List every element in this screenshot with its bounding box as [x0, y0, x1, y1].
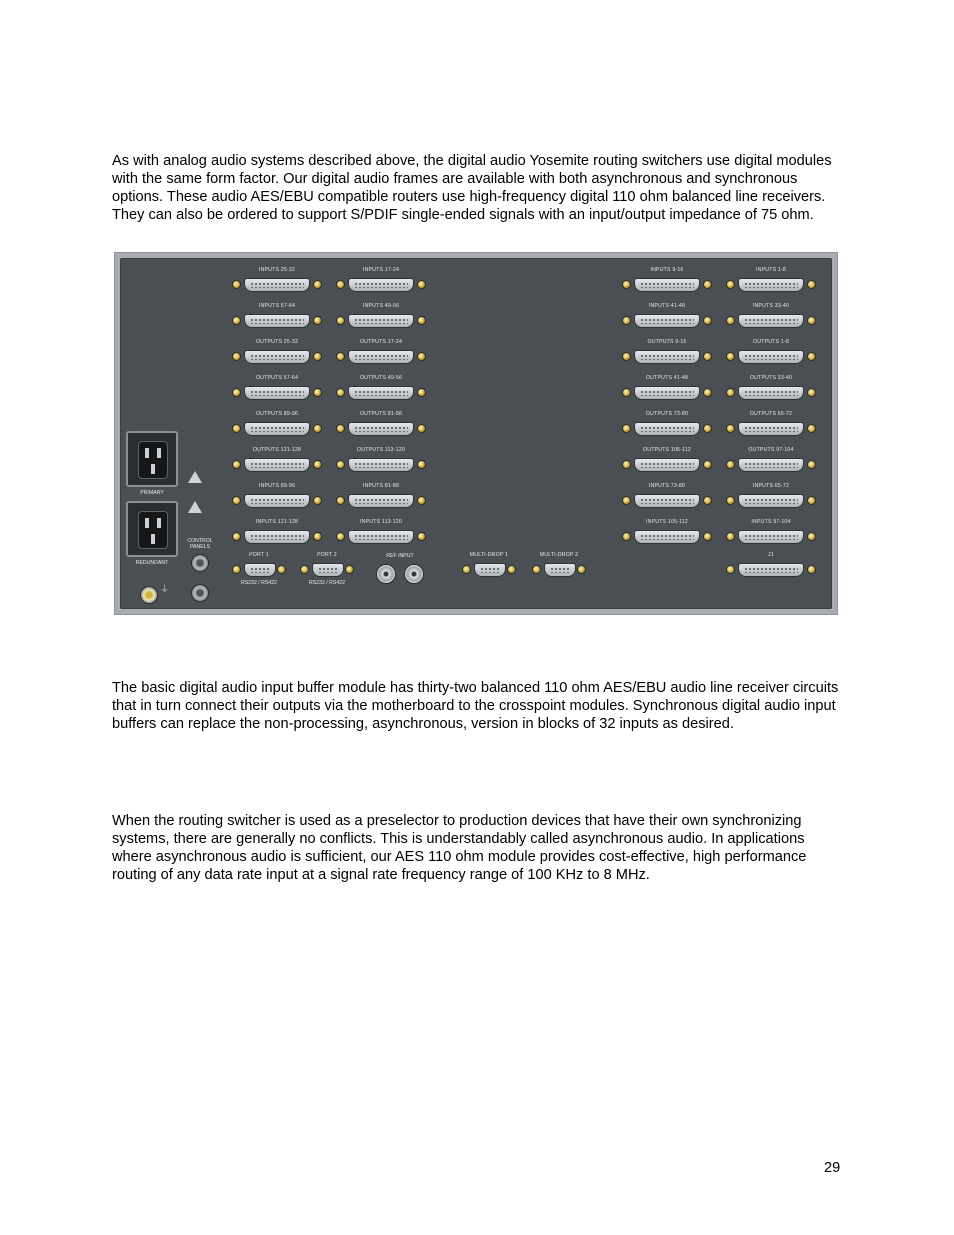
ground-terminal: [140, 586, 158, 604]
screw-icon: [622, 424, 631, 433]
connector-pins: [244, 386, 310, 400]
screw-icon: [726, 388, 735, 397]
ref-input-bnc-2: [404, 564, 424, 584]
control-panel-port: [191, 554, 209, 572]
port-2-sublabel: RS232 / RS422: [308, 580, 346, 586]
connector-label: INPUTS 25-32: [258, 267, 296, 273]
connector-label: INPUTS 81-88: [362, 483, 400, 489]
router-rear-panel-photo: [114, 252, 838, 615]
screw-icon: [703, 388, 712, 397]
screw-icon: [232, 352, 241, 361]
connector-pins: [738, 350, 804, 364]
connector-pins: [738, 530, 804, 544]
screw-icon: [726, 280, 735, 289]
screw-icon: [703, 532, 712, 541]
db25-connector: [726, 339, 816, 369]
screw-icon: [417, 424, 426, 433]
port-1-connector: PORT 1: [232, 552, 286, 582]
connector-pins: [348, 350, 414, 364]
screw-icon: [726, 316, 735, 325]
connector-label: INPUTS 17-24: [362, 267, 400, 273]
ground-icon: ⏚: [160, 584, 170, 594]
screw-icon: [417, 280, 426, 289]
screw-icon: [622, 496, 631, 505]
j1-connector: J1: [726, 552, 816, 582]
primary-label: PRIMARY: [140, 490, 164, 496]
connector-pins: [348, 422, 414, 436]
connector-pins: [634, 278, 700, 292]
rear-panel-plate: [120, 258, 832, 609]
connector-label: INPUTS 33-40: [752, 303, 790, 309]
connector-pins: [244, 530, 310, 544]
db25-connector: [726, 483, 816, 513]
connector-pins: [634, 530, 700, 544]
db25-connector: [336, 411, 426, 441]
db25-connector: [232, 303, 322, 333]
screw-icon: [703, 280, 712, 289]
db25-connector: [232, 267, 322, 297]
screw-icon: [703, 316, 712, 325]
db25-connector: [622, 447, 712, 477]
multi-drop-2-connector: MULTI-DROP 2: [532, 552, 586, 582]
screw-icon: [807, 496, 816, 505]
screw-icon: [807, 424, 816, 433]
connector-label: INPUTS 121-128: [255, 519, 299, 525]
db25-connector: [336, 447, 426, 477]
screw-icon: [313, 316, 322, 325]
connector-pins: [634, 422, 700, 436]
screw-icon: [417, 388, 426, 397]
db25-connector: [726, 411, 816, 441]
screw-icon: [807, 316, 816, 325]
connector-label: OUTPUTS 121-128: [252, 447, 302, 453]
screw-icon: [622, 352, 631, 361]
connector-label: INPUTS 113-120: [360, 519, 402, 525]
screw-icon: [336, 388, 345, 397]
connector-label: OUTPUTS 9-16: [647, 339, 687, 345]
connector-pins: [634, 314, 700, 328]
screw-icon: [622, 460, 631, 469]
db25-connector: [726, 267, 816, 297]
db25-connector: [726, 375, 816, 405]
screw-icon: [232, 424, 241, 433]
connector-label: OUTPUTS 97-104: [748, 447, 794, 453]
screw-icon: [417, 460, 426, 469]
screw-icon: [417, 316, 426, 325]
db25-connector: [336, 267, 426, 297]
connector-pins: [348, 386, 414, 400]
connector-pins: [634, 494, 700, 508]
connector-pins: [244, 350, 310, 364]
connector-label: OUTPUTS 17-24: [359, 339, 403, 345]
connector-pins: [738, 422, 804, 436]
screw-icon: [417, 532, 426, 541]
paragraph-asynchronous-audio: When the routing switcher is used as a preselector to production devices that have their own synchronizing systems, there are generally no conflicts. This is understandably called asynchronous audio. In applications where asynchronous audio is sufficient, our AES 110 ohm module provides cost-effective, high performance routing of any data rate input at a signal rate frequency range of 100 KHz to 8 MHz.: [112, 813, 807, 883]
screw-icon: [726, 460, 735, 469]
screw-icon: [313, 460, 322, 469]
screw-icon: [313, 424, 322, 433]
connector-pins: [244, 422, 310, 436]
screw-icon: [313, 532, 322, 541]
warning-icon: [188, 501, 202, 513]
ref-input-bnc-1: [376, 564, 396, 584]
warning-icon: [188, 471, 202, 483]
primary-power-inlet: [126, 431, 178, 487]
db25-connector: [232, 447, 322, 477]
paragraph-input-buffer-module: The basic digital audio input buffer module has thirty-two balanced 110 ohm AES/EBU audio line receiver circuits that in turn connect their outputs via the motherboard to the crosspoint modules. Synchronous digital audio input buffers can replace the non-processing, asynchronous, version in blocks of 32 inputs as desired.: [112, 680, 839, 732]
connector-label: OUTPUTS 73-80: [645, 411, 689, 417]
connector-label: INPUTS 97-104: [751, 519, 791, 525]
db25-connector: [726, 519, 816, 549]
screw-icon: [703, 352, 712, 361]
connector-pins: [634, 350, 700, 364]
connector-label: INPUTS 1-8: [756, 267, 786, 273]
multi-drop-1-connector: MULTI-DROP 1: [462, 552, 516, 582]
screw-icon: [336, 316, 345, 325]
connector-pins: [348, 494, 414, 508]
connector-label: OUTPUTS 1-8: [753, 339, 789, 345]
port-2-connector: PORT 2: [300, 552, 354, 582]
connector-label: OUTPUTS 113-120: [357, 447, 405, 453]
screw-icon: [703, 460, 712, 469]
db25-connector: [336, 303, 426, 333]
connector-pins: [348, 278, 414, 292]
connector-label: INPUTS 9-16: [650, 267, 684, 273]
db25-connector: [336, 339, 426, 369]
connector-label: INPUTS 65-72: [752, 483, 790, 489]
redundant-label: REDUNDANT: [135, 560, 169, 566]
screw-icon: [726, 352, 735, 361]
screw-icon: [232, 388, 241, 397]
connector-label: OUTPUTS 25-32: [255, 339, 299, 345]
screw-icon: [232, 316, 241, 325]
screw-icon: [807, 280, 816, 289]
db25-connector: [232, 375, 322, 405]
screw-icon: [622, 316, 631, 325]
connector-label: OUTPUTS 81-88: [359, 411, 403, 417]
connector-pins: [348, 458, 414, 472]
connector-pins: [738, 494, 804, 508]
screw-icon: [703, 424, 712, 433]
db25-connector: [232, 339, 322, 369]
screw-icon: [622, 388, 631, 397]
connector-pins: [738, 314, 804, 328]
db25-connector: [232, 519, 322, 549]
connector-label: INPUTS 73-80: [648, 483, 686, 489]
db25-connector: [336, 483, 426, 513]
screw-icon: [313, 388, 322, 397]
connector-label: INPUTS 41-48: [648, 303, 686, 309]
connector-label: OUTPUTS 89-96: [255, 411, 299, 417]
screw-icon: [807, 532, 816, 541]
screw-icon: [726, 532, 735, 541]
db25-connector: [726, 303, 816, 333]
connector-label: OUTPUTS 49-56: [359, 375, 403, 381]
ref-input-label: REF INPUT: [386, 553, 414, 559]
connector-label: INPUTS 57-64: [258, 303, 296, 309]
connector-pins: [634, 386, 700, 400]
connector-pins: [348, 314, 414, 328]
screw-icon: [336, 352, 345, 361]
screw-icon: [726, 496, 735, 505]
connector-label: OUTPUTS 33-40: [749, 375, 793, 381]
connector-pins: [244, 458, 310, 472]
connector-pins: [244, 278, 310, 292]
db25-connector: [622, 519, 712, 549]
connector-label: OUTPUTS 105-112: [643, 447, 691, 453]
db25-connector: [622, 303, 712, 333]
page-number: 29: [824, 1160, 841, 1176]
db25-connector: [622, 375, 712, 405]
db25-connector: [622, 267, 712, 297]
connector-pins: [738, 278, 804, 292]
connector-label: OUTPUTS 41-48: [645, 375, 689, 381]
connector-label: INPUTS 49-56: [362, 303, 400, 309]
screw-icon: [417, 496, 426, 505]
screw-icon: [232, 532, 241, 541]
screw-icon: [622, 280, 631, 289]
screw-icon: [336, 532, 345, 541]
screw-icon: [336, 280, 345, 289]
connector-pins: [244, 494, 310, 508]
screw-icon: [336, 460, 345, 469]
screw-icon: [807, 460, 816, 469]
screw-icon: [313, 496, 322, 505]
screw-icon: [726, 424, 735, 433]
connector-label: OUTPUTS 57-64: [255, 375, 299, 381]
db25-connector: [232, 411, 322, 441]
paragraph-digital-audio-intro: As with analog audio systems described above, the digital audio Yosemite routing switchers use digital modules with the same form factor. Our digital audio frames are available with both asynchronous and synchronous options. These audio AES/EBU compatible routers use high-frequency digital 110 ohm balanced line receivers. They can also be ordered to support S/PDIF single-ended signals with an input/output impedance of 75 ohm.: [112, 153, 832, 223]
screw-icon: [232, 496, 241, 505]
db25-connector: [726, 447, 816, 477]
db25-connector: [232, 483, 322, 513]
control-panels-label: CONTROL PANELS: [187, 538, 213, 550]
db25-connector: [622, 339, 712, 369]
screw-icon: [232, 280, 241, 289]
screw-icon: [313, 280, 322, 289]
connector-label: OUTPUTS 65-72: [749, 411, 793, 417]
screw-icon: [232, 460, 241, 469]
connector-pins: [244, 314, 310, 328]
connector-pins: [348, 530, 414, 544]
db25-connector: [336, 375, 426, 405]
connector-label: INPUTS 105-112: [646, 519, 688, 525]
connector-pins: [738, 386, 804, 400]
screw-icon: [703, 496, 712, 505]
screw-icon: [807, 352, 816, 361]
db25-connector: [336, 519, 426, 549]
port-1-sublabel: RS232 / RS422: [240, 580, 278, 586]
screw-icon: [622, 532, 631, 541]
screw-icon: [336, 424, 345, 433]
screw-icon: [313, 352, 322, 361]
connector-pins: [634, 458, 700, 472]
screw-icon: [807, 388, 816, 397]
screw-icon: [417, 352, 426, 361]
db25-connector: [622, 411, 712, 441]
db25-connector: [622, 483, 712, 513]
control-panel-port: [191, 584, 209, 602]
connector-pins: [738, 458, 804, 472]
screw-icon: [336, 496, 345, 505]
redundant-power-inlet: [126, 501, 178, 557]
connector-label: INPUTS 89-96: [258, 483, 296, 489]
